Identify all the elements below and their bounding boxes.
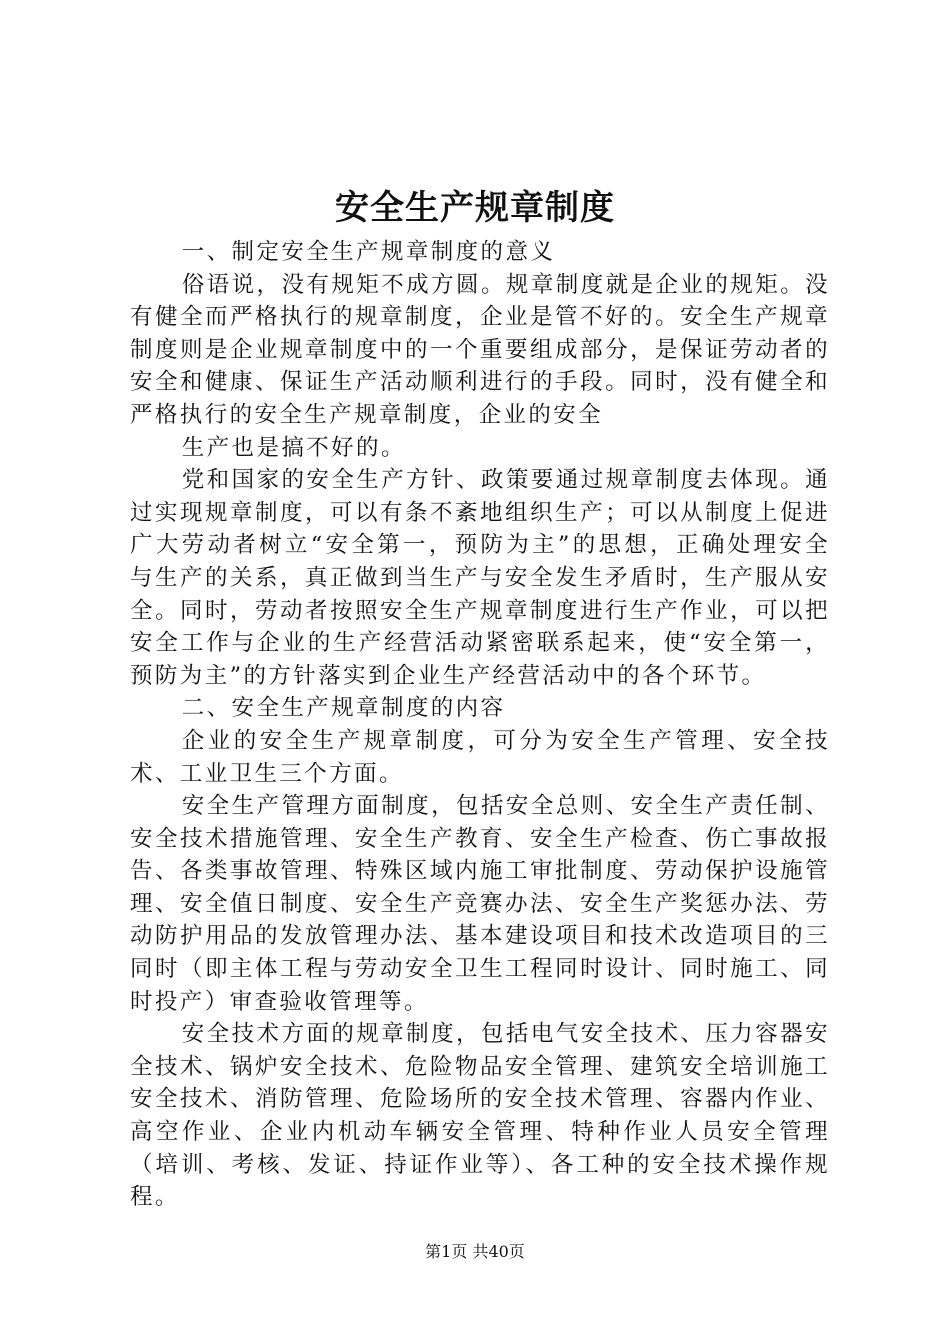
paragraph: 企业的安全生产规章制度，可分为安全生产管理、安全技术、工业卫生三个方面。	[130, 727, 830, 787]
paragraph: 党和国家的安全生产方针、政策要通过规章制度去体现。通过实现规章制度，可以有条不紊地组织生产；可以从制度上促进广大劳动者树立“安全第一，预防为主”的思想，正确处理安全与生产的关系，真正做到当生产与安全发生矛盾时，生产服从安全。同时，劳动者按照安全生产规章制度进行生产作业，可以把安全工作与企业的生产经营活动紧密联系起来，使“安全第一，预防为主”的方针落实到企业生产经营活动中的各个环节。	[130, 467, 830, 689]
document-body	[130, 236, 830, 1214]
paragraph: 生产也是搞不好的。	[181, 434, 406, 461]
section-heading-1: 一、制定安全生产规章制度的意义	[181, 239, 556, 265]
section-heading-2: 二、安全生产规章制度的内容	[181, 695, 506, 722]
page-footer: 第1页 共40页	[425, 1242, 525, 1261]
paragraph: 安全技术方面的规章制度，包括电气安全技术、压力容器安全技术、锅炉安全技术、危险物品安全管理、建筑安全培训施工安全技术、消防管理、危险场所的安全技术管理、容器内作业、高空作业、企业内机动车辆安全管理、特种作业人员安全管理（培训、考核、发证、持证作业等）、各工种的安全技术操作规程。	[130, 1021, 830, 1211]
paragraph: 俗语说，没有规矩不成方圆。规章制度就是企业的规矩。没有健全而严格执行的规章制度，企业是管不好的。安全生产规章制度则是企业规章制度中的一个重要组成部分，是保证劳动者的安全和健康、保证生产活动顺利进行的手段。同时，没有健全和严格执行的安全生产规章制度，企业的安全	[130, 271, 830, 428]
document-title: 安全生产规章制度	[335, 188, 615, 228]
paragraph: 安全生产管理方面制度，包括安全总则、安全生产责任制、安全技术措施管理、安全生产教育、安全生产检查、伤亡事故报告、各类事故管理、特殊区域内施工审批制度、劳动保护设施管理、安全值日制度、安全生产竞赛办法、安全生产奖惩办法、劳动防护用品的发放管理办法、基本建设项目和技术改造项目的三同时（即主体工程与劳动安全卫生工程同时设计、同时施工、同时投产）审查验收管理等。	[130, 793, 830, 1015]
